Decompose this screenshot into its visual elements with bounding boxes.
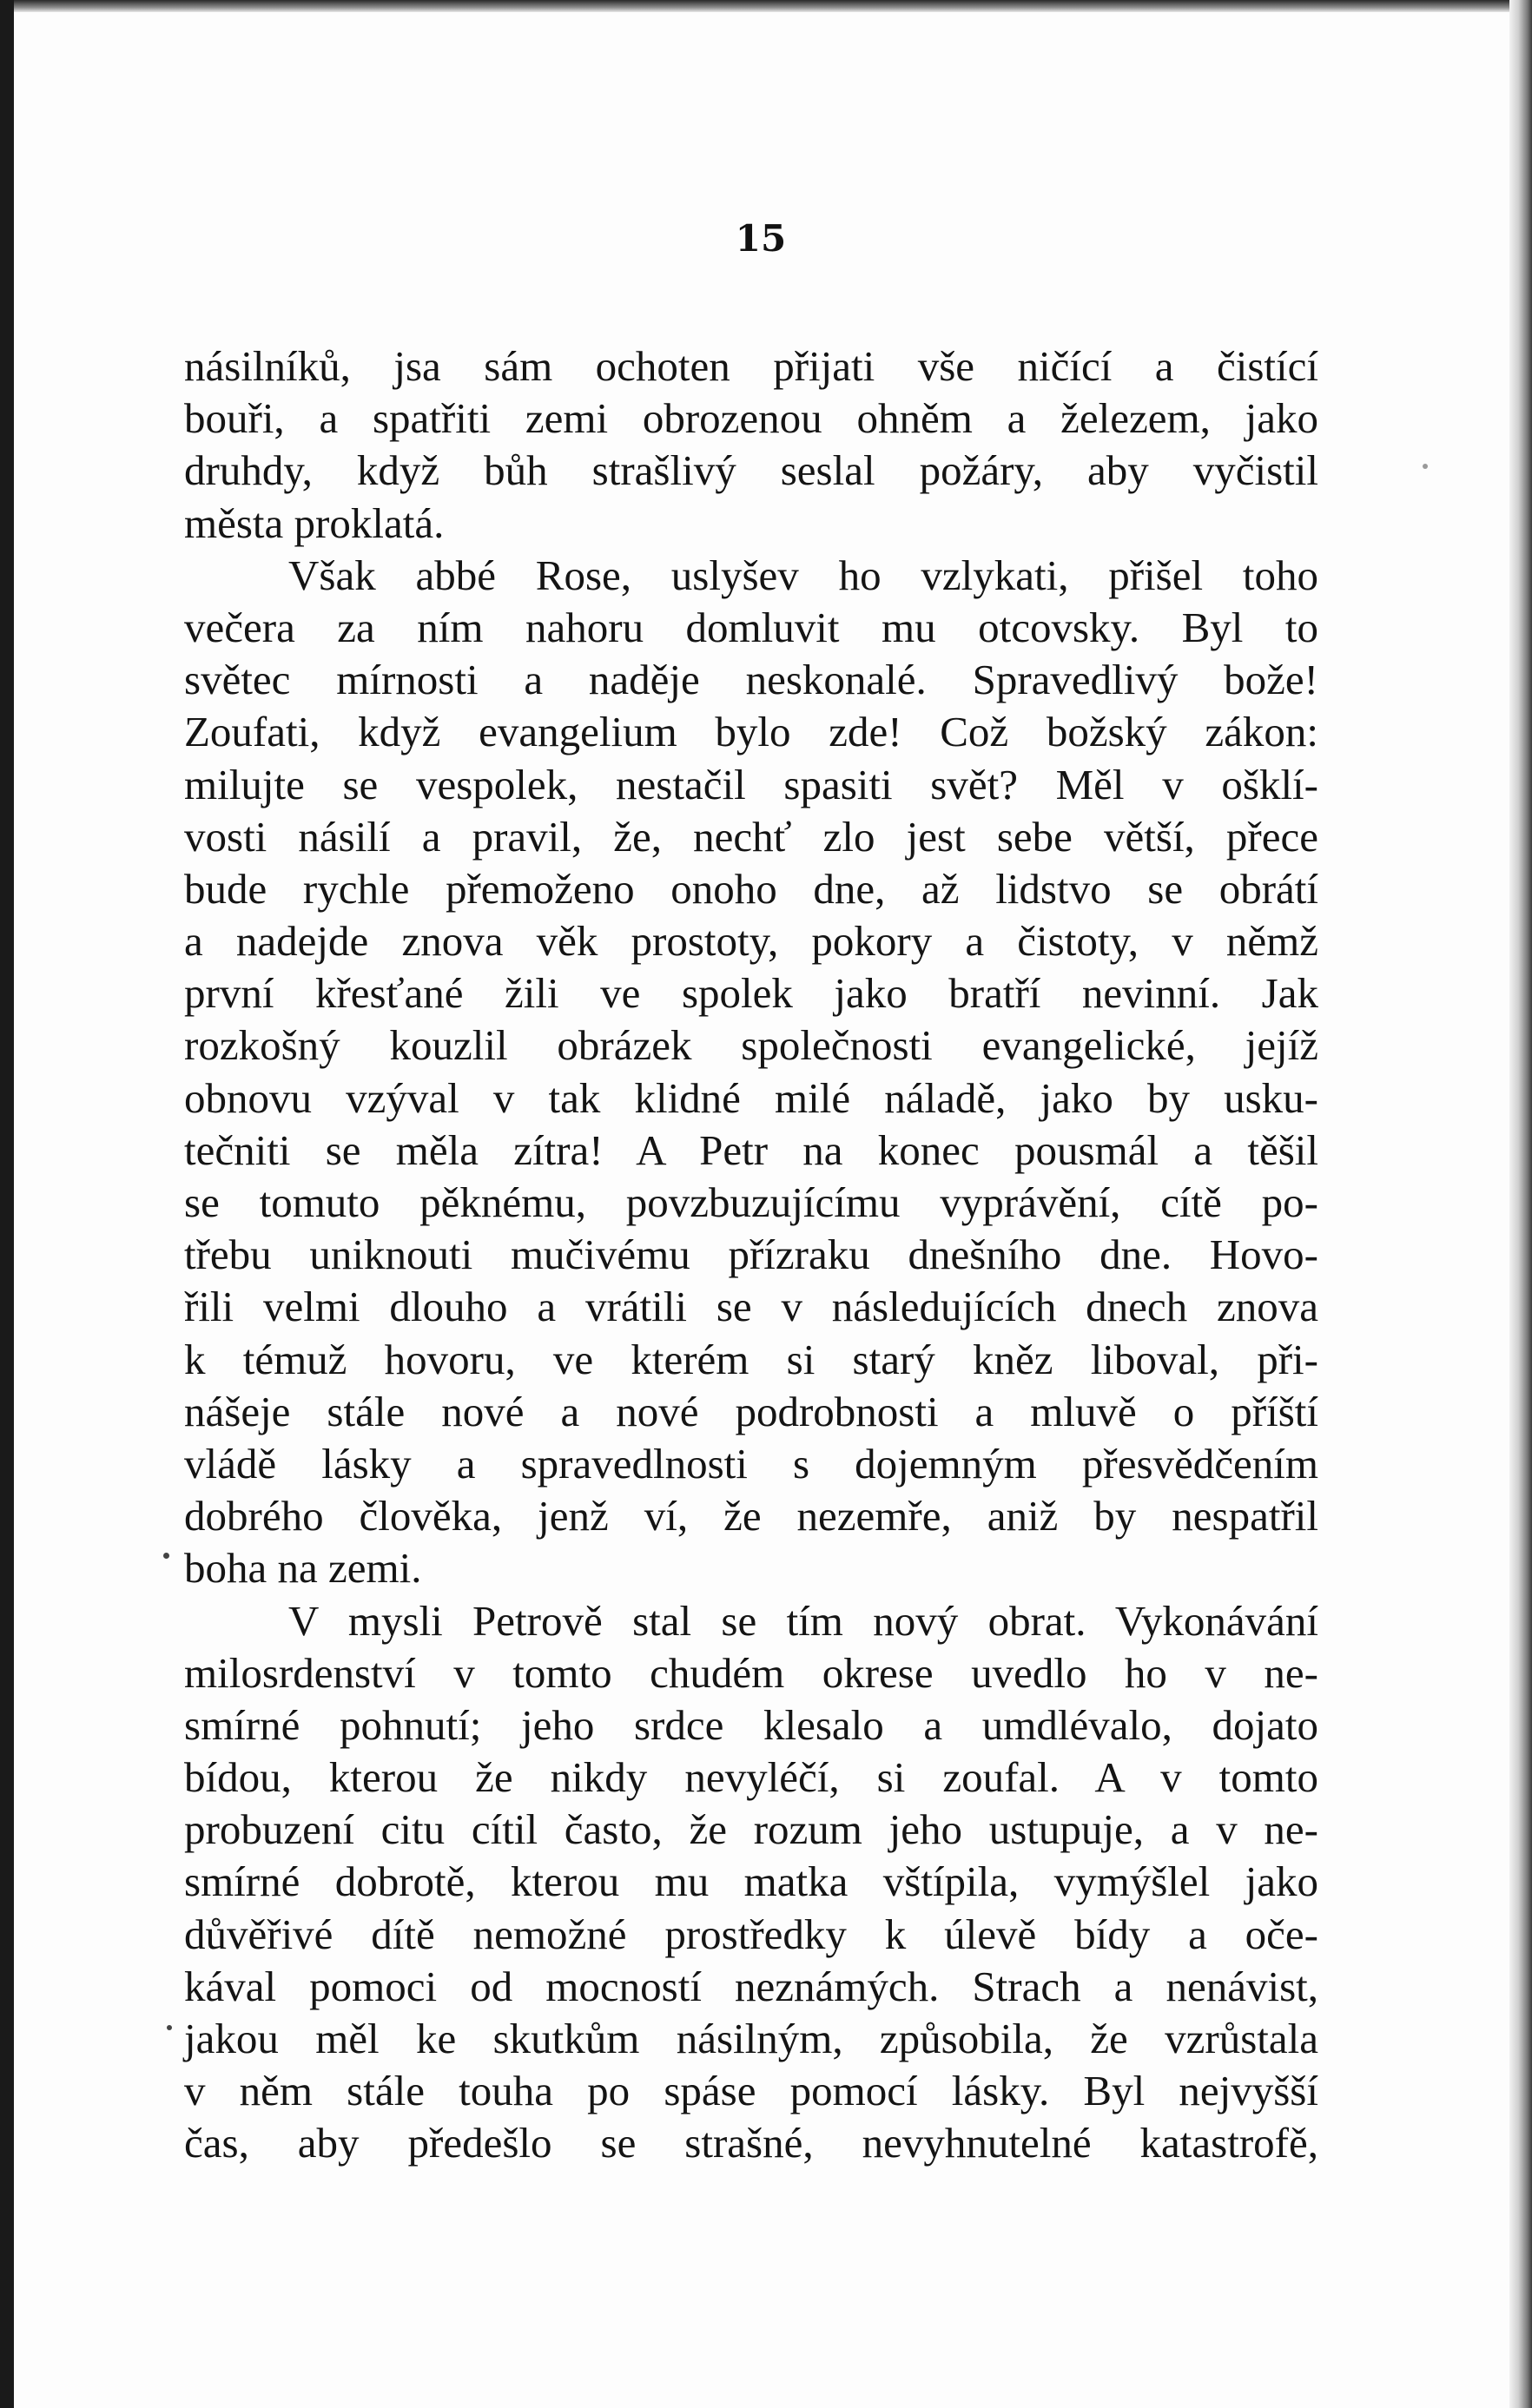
text-line: čas, aby předešlo se strašné, nevyhnutelné katastrofě, <box>184 2119 1318 2167</box>
text-line: milosrdenství v tomto chudém okrese uvedlo ho v ne- <box>184 1648 1318 1697</box>
text-line: druhdy, když bůh strašlivý seslal požáry, aby vyčistil <box>184 446 1318 495</box>
text-line: bouři, a spatřiti zemi obrozenou ohněm a železem, jako <box>184 394 1318 443</box>
book-page <box>14 12 1509 2408</box>
text-line: třebu uniknouti mučivému přízraku dnešního dne. Hovo- <box>184 1230 1318 1279</box>
text-line: násilníků, jsa sám ochoten přijati vše ničící a čistící <box>184 342 1318 390</box>
text-line: k témuž hovoru, ve kterém si starý kněz liboval, při- <box>184 1335 1318 1383</box>
text-line: smírné pohnutí; jeho srdce klesalo a umdlévalo, dojato <box>184 1700 1318 1749</box>
text-line: večera za ním nahoru domluvit mu otcovsky. Byl to <box>184 603 1318 651</box>
text-line: bídou, kterou že nikdy nevyléčí, si zoufal. A v tomto <box>184 1753 1318 1802</box>
text-line: nášeje stále nové a nové podrobnosti a mluvě o příští <box>184 1387 1318 1435</box>
body-text <box>184 340 1318 2170</box>
text-line: probuzení citu cítil často, že rozum jeho ustupuje, a v ne- <box>184 1805 1318 1854</box>
text-line: milujte se vespolek, nestačil spasiti svět? Měl v ošklí- <box>184 760 1318 808</box>
text-line: jakou měl ke skutkům násilným, způsobila, že vzrůstala <box>184 2015 1318 2062</box>
text-line: bude rychle přemoženo onoho dne, až lidstvo se obrátí <box>184 864 1318 913</box>
text-line: první křesťané žili ve spolek jako bratří nevinní. Jak <box>184 969 1318 1018</box>
text-line: smírné dobrotě, kterou mu matka vštípila, vymýšlel jako <box>184 1857 1318 1906</box>
scan-speck <box>163 1553 169 1559</box>
text-line: V mysli Petrově stal se tím nový obrat. Vykonávání <box>288 1596 1318 1645</box>
text-line: vosti násilí a pravil, že, nechť zlo jest sebe větší, přece <box>184 812 1318 861</box>
text-line: obnovu vzýval v tak klidné milé náladě, jako by usku- <box>184 1073 1318 1122</box>
text-line: řili velmi dlouho a vrátili se v následujících dnech znova <box>184 1283 1318 1331</box>
text-line: dobrého člověka, jenž ví, že nezemře, aniž by nespatřil <box>184 1492 1318 1540</box>
page-number: 15 <box>735 217 787 260</box>
scan-top-border <box>0 0 1532 12</box>
text-line: v něm stále touha po spáse pomocí lásky. Byl nejvyšší <box>184 2067 1318 2115</box>
paragraph-2 <box>184 550 1318 1595</box>
text-line: boha na zemi. <box>184 1544 422 1593</box>
paragraph-1 <box>184 340 1318 550</box>
text-line: rozkošný kouzlil obrázek společnosti evangelické, jejíž <box>184 1021 1318 1070</box>
text-line: Však abbé Rose, uslyšev ho vzlykati, přišel toho <box>288 551 1318 599</box>
scan-speck <box>167 2025 172 2030</box>
text-line: města proklatá. <box>184 498 445 547</box>
text-line: tečniti se měla zítra! A Petr na konec pousmál a těšil <box>184 1125 1318 1174</box>
scan-right-border <box>1509 0 1532 2408</box>
text-line: se tomuto pěknému, povzbuzujícímu vyprávění, cítě po- <box>184 1178 1318 1226</box>
paragraph-3 <box>184 1595 1318 2170</box>
scan-left-border <box>0 0 14 2408</box>
scan-speck <box>1423 464 1428 469</box>
text-line: kával pomoci od mocností neznámých. Strach a nenávist, <box>184 1962 1318 2010</box>
text-line: důvěřivé dítě nemožné prostředky k úlevě bídy a oče- <box>184 1910 1318 1958</box>
text-line: Zoufati, když evangelium bylo zde! Což božský zákon: <box>184 708 1318 756</box>
text-line: a nadejde znova věk prostoty, pokory a čistoty, v němž <box>184 917 1318 966</box>
text-line: světec mírnosti a naděje neskonalé. Spravedlivý bože! <box>184 656 1318 704</box>
text-line: vládě lásky a spravedlnosti s dojemným přesvědčením <box>184 1439 1318 1488</box>
